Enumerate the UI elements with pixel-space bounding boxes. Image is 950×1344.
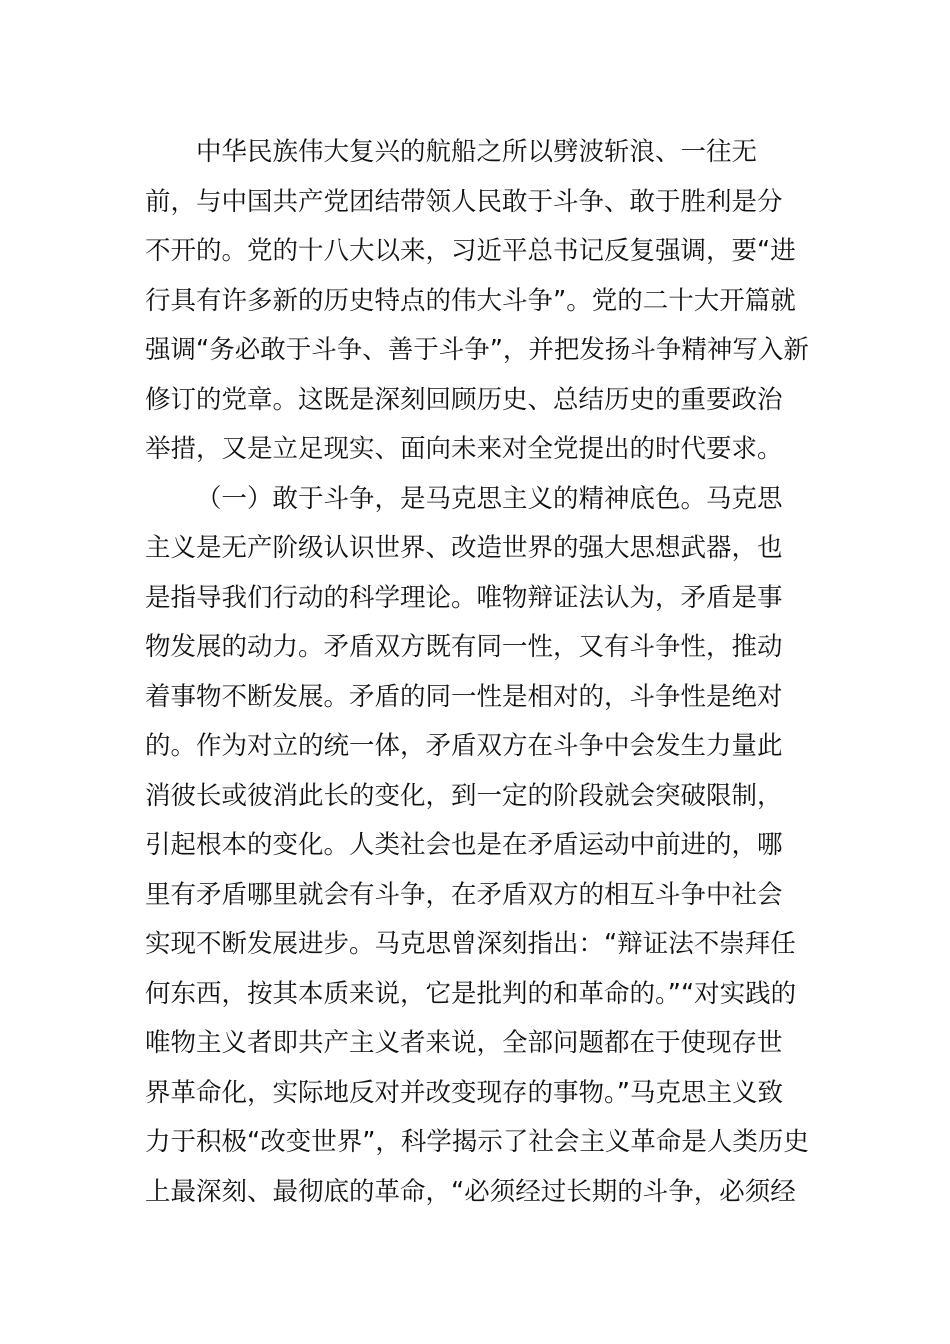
text-line: 物发展的动力。矛盾双方既有同一性，又有斗争性，推动	[145, 632, 783, 662]
text-line: 何东西，按其本质来说，它是批判的和革命的。”“对实践的	[145, 978, 797, 1009]
text-line: 前，与中国共产党团结带领人民敢于斗争、敢于胜利是分	[145, 186, 783, 217]
text-line: 强调“务必敢于斗争、善于斗争”，并把发扬斗争精神写入新	[145, 335, 809, 365]
text-line: 主义是无产阶级认识世界、改造世界的强大思想武器，也	[145, 533, 783, 563]
text-line: 不开的。党的十八大以来，习近平总书记反复强调，要“进	[145, 236, 796, 266]
document-body	[145, 128, 809, 1217]
text-line: 唯物主义者即共产主义者来说，全部问题都在于使现存世	[145, 1028, 783, 1058]
paragraph-2	[145, 475, 809, 1218]
paragraph-1	[145, 128, 809, 475]
text-line: 修订的党章。这既是深刻回顾历史、总结历史的重要政治	[145, 384, 783, 415]
text-line: 行具有许多新的历史特点的伟大斗争”。党的二十大开篇就	[145, 285, 796, 316]
text-line: 的。作为对立的统一体，矛盾双方在斗争中会发生力量此	[145, 731, 783, 761]
text-line: 着事物不断发展。矛盾的同一性是相对的，斗争性是绝对	[145, 681, 783, 712]
text-line: 是指导我们行动的科学理论。唯物辩证法认为，矛盾是事	[145, 582, 783, 613]
text-line: 里有矛盾哪里就会有斗争，在矛盾双方的相互斗争中社会	[145, 879, 783, 910]
text-line: （一）敢于斗争，是马克思主义的精神底色。马克思	[196, 483, 783, 514]
text-line: 力于积极“改变世界”，科学揭示了社会主义革命是人类历史	[145, 1127, 809, 1157]
text-line: 引起根本的变化。人类社会也是在矛盾运动中前进的，哪	[145, 830, 783, 860]
text-line: 上最深刻、最彻底的革命，“必须经过长期的斗争，必须经	[145, 1176, 796, 1207]
text-line: 举措，又是立足现实、面向未来对全党提出的时代要求。	[145, 434, 783, 464]
text-line: 实现不断发展进步。马克思曾深刻指出：“辩证法不崇拜任	[145, 929, 796, 959]
text-line: 消彼长或彼消此长的变化，到一定的阶段就会突破限制，	[145, 780, 783, 811]
text-line: 界革命化，实际地反对并改变现存的事物。”马克思主义致	[145, 1077, 783, 1108]
text-line: 中华民族伟大复兴的航船之所以劈波斩浪、一往无	[196, 137, 758, 167]
